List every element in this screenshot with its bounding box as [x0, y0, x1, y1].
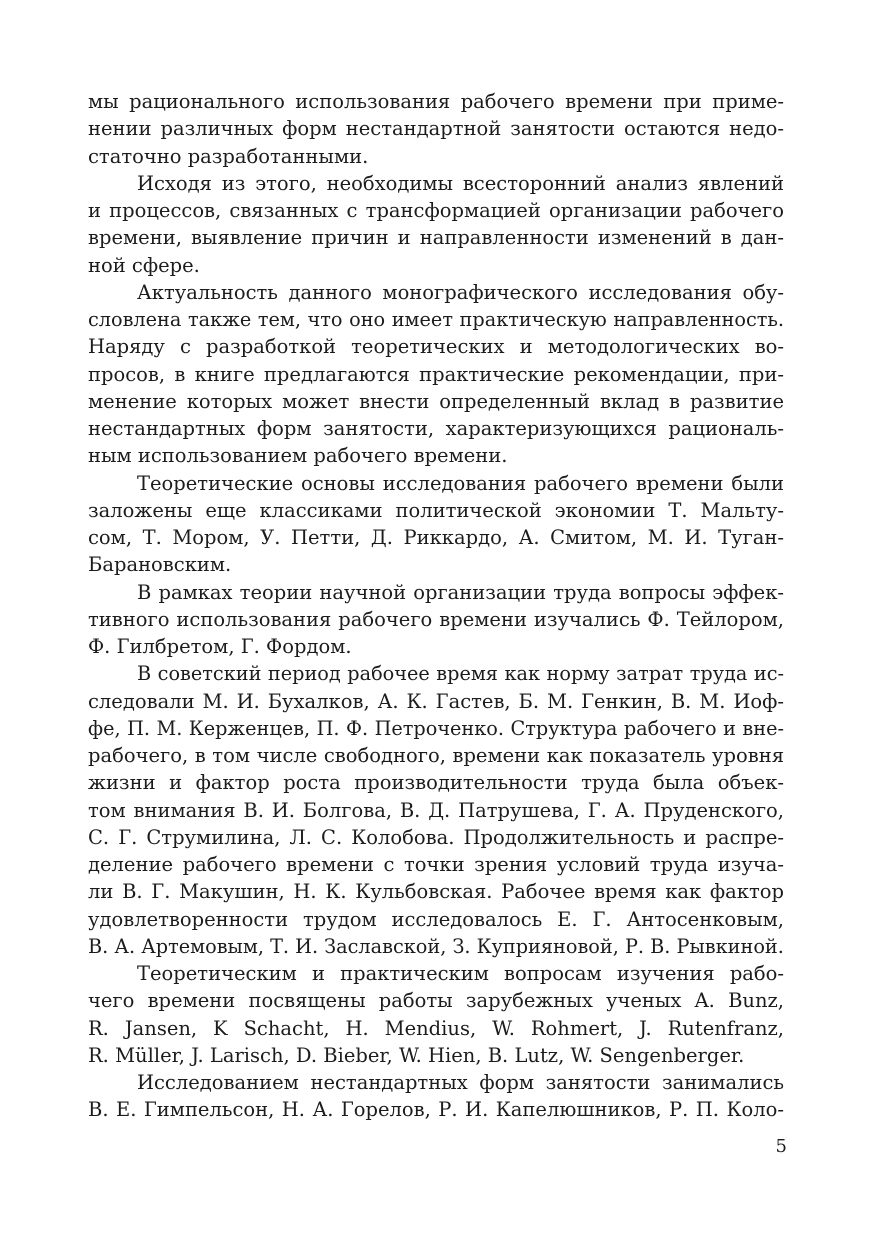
text-line: Теоретическим и практическим вопросам изучения рабо- — [137, 962, 784, 985]
paragraph — [88, 470, 784, 579]
text-line: нестандартных форм занятости, характеризующихся рациональ- — [88, 417, 784, 440]
paragraph — [88, 279, 784, 470]
text-line: жизни и фактор роста производительности труда была объек- — [88, 771, 784, 795]
text-line: С. Г. Струмилина, Л. С. Колобова. Продолжительность и распре- — [88, 825, 784, 849]
text-line: и процессов, связанных с трансформацией организации рабочего — [88, 199, 784, 222]
page-body-text — [88, 88, 784, 1124]
text-line: времени, выявление причин и направленности изменений в дан- — [88, 226, 784, 250]
text-line: Исходя из этого, необходимы всесторонний анализ явлений — [137, 171, 784, 195]
text-line: Барановским. — [88, 553, 232, 577]
text-line: просов, в книге предлагаются практические рекомендации, при- — [88, 362, 784, 386]
text-line: заложены еще классиками политической экономии Т. Мальту- — [88, 498, 784, 522]
text-line: сом, Т. Мором, У. Петти, Д. Риккардо, А. Смитом, М. И. Туган- — [88, 526, 784, 549]
text-line: тивного использования рабочего времени изучались Ф. Тейлором, — [88, 607, 784, 631]
text-line: удовлетворенности трудом исследовалось Е. Г. Антосенковым, — [88, 907, 784, 931]
text-line: В. А. Артемовым, Т. И. Заславской, З. Куприяновой, Р. В. Рывкиной. — [88, 934, 784, 958]
text-line: фе, П. М. Керженцев, П. Ф. Петроченко. Структура рабочего и вне- — [88, 716, 784, 740]
text-line: чего времени посвящены работы зарубежных ученых A. Bunz, — [88, 989, 784, 1013]
text-line: Теоретические основы исследования рабочего времени были — [137, 471, 784, 495]
text-line: Актуальность данного монографического исследования обу- — [137, 280, 784, 304]
text-line: Исследованием нестандартных форм занятости занимались — [137, 1071, 784, 1094]
text-line: менение которых может внести определенный вклад в развитие — [88, 389, 784, 413]
text-line: В. Е. Гимпельсон, Н. А. Горелов, Р. И. Капелюшников, Р. П. Коло- — [88, 1098, 784, 1122]
paragraph — [88, 579, 784, 661]
text-line: следовали М. И. Бухалков, А. К. Гастев, Б. М. Генкин, В. М. Иоф- — [88, 689, 784, 713]
text-line: Ф. Гилбретом, Г. Фордом. — [88, 635, 352, 658]
text-line: В советский период рабочее время как норму затрат труда ис- — [137, 662, 784, 686]
text-line: деление рабочего времени с точки зрения условий труда изуча- — [88, 853, 784, 876]
page-number: 5 — [775, 1136, 787, 1157]
text-line: Наряду с разработкой теоретических и методологических во- — [88, 335, 784, 359]
text-line: нении различных форм нестандартной занятости остаются недо- — [88, 117, 784, 141]
paragraph — [88, 960, 784, 1069]
text-line: R. Müller, J. Larisch, D. Bieber, W. Hien, B. Lutz, W. Sengenberger. — [88, 1043, 745, 1067]
text-line: R. Jansen, K Schacht, H. Mendius, W. Rohmert, J. Rutenfranz, — [88, 1016, 784, 1040]
text-line: В рамках теории научной организации труда вопросы эффек- — [137, 580, 784, 604]
text-line: рабочего, в том числе свободного, времени как показатель уровня — [88, 744, 784, 767]
text-line: ли В. Г. Макушин, Н. К. Кульбовская. Рабочее время как фактор — [88, 880, 784, 904]
text-line: мы рационального использования рабочего времени при приме- — [88, 90, 784, 113]
paragraph — [88, 1069, 784, 1124]
paragraph — [88, 170, 784, 279]
text-line: статочно разработанными. — [88, 144, 369, 168]
text-line: том внимания В. И. Болгова, В. Д. Патрушева, Г. А. Пруденского, — [88, 798, 784, 822]
text-line: словлена также тем, что оно имеет практическую направленность. — [88, 308, 784, 331]
text-line: ной сфере. — [88, 253, 200, 277]
paragraph — [88, 660, 784, 960]
text-line: ным использованием рабочего времени. — [88, 444, 508, 468]
paragraph — [88, 88, 784, 170]
